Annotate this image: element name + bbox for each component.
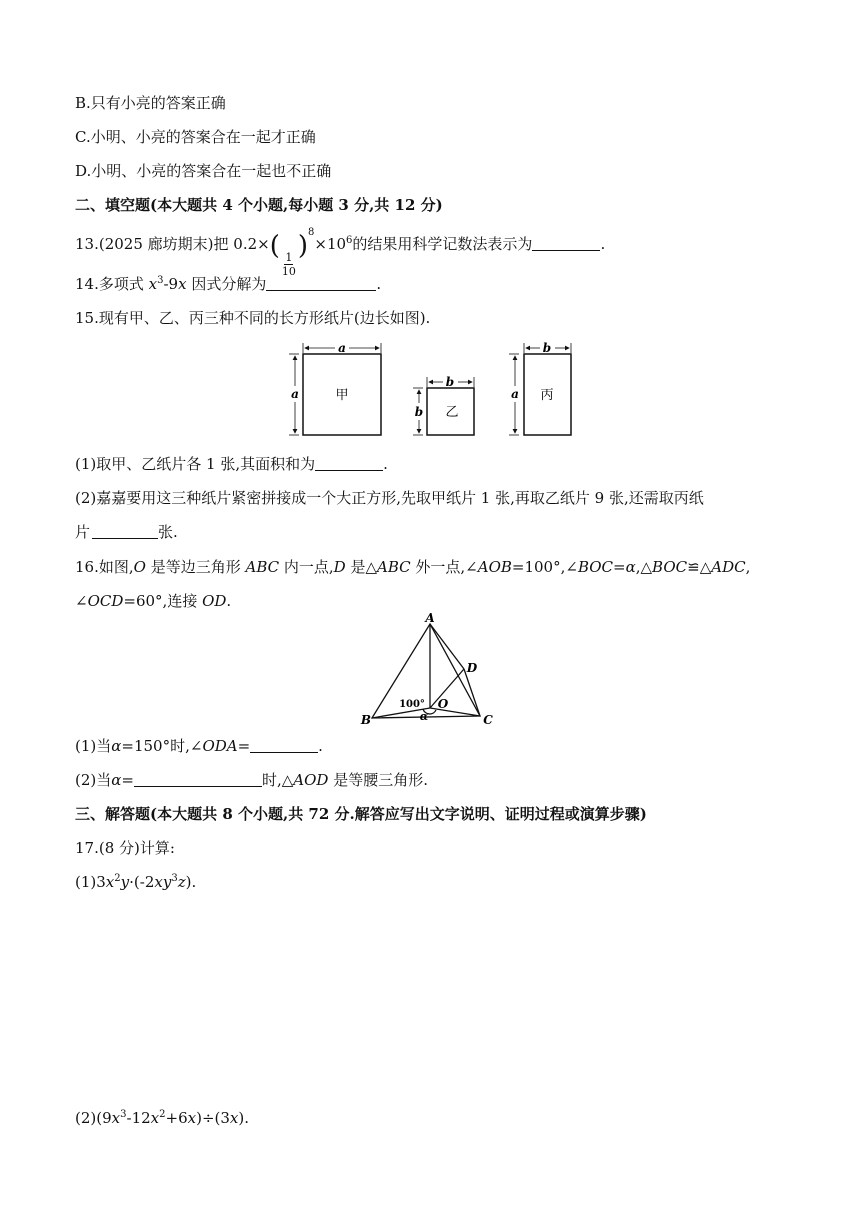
question-16-part-1 <box>75 736 323 756</box>
text-span: 3 <box>120 1109 127 1120</box>
angle-100-label: 100° <box>399 699 425 710</box>
q15-p1-text: (1)取甲、乙纸片各 1 张,其面积和为 <box>75 455 316 473</box>
text-span: BOC <box>652 558 688 576</box>
label-a: a <box>511 387 519 401</box>
text-span: x <box>150 1109 160 1127</box>
text-span: (1)3 <box>75 873 106 891</box>
label-jia: 甲 <box>335 388 349 403</box>
label-b: b <box>414 405 424 419</box>
answer-blank[interactable] <box>250 738 318 753</box>
point-d: D <box>466 661 478 675</box>
text-span: 2 <box>114 873 121 884</box>
text-span: ODA <box>202 737 238 755</box>
text-span: O <box>133 558 146 576</box>
answer-blank[interactable] <box>266 276 376 291</box>
answer-blank[interactable] <box>532 236 600 251</box>
text-span: 时,△ <box>261 771 294 789</box>
label-yi: 乙 <box>445 405 459 420</box>
question-15-part-2-cont <box>75 522 178 542</box>
question-16-part-2 <box>75 770 428 790</box>
question-15-stem: 15.现有甲、乙、丙三种不同的长方形纸片(边长如图). <box>75 309 431 327</box>
segment-dc <box>464 669 480 716</box>
text-span: ABC <box>377 558 411 576</box>
text-span: OD <box>202 592 227 610</box>
text-span: y <box>162 873 172 891</box>
text-span: =150°时,∠ <box>121 737 203 755</box>
point-c: C <box>483 713 493 727</box>
text-span: AOD <box>293 771 329 789</box>
text-span: x <box>111 1109 121 1127</box>
q15-p2b-text: 片 <box>75 523 91 541</box>
text-span: =60°,连接 <box>123 592 203 610</box>
text-span: ADC <box>711 558 746 576</box>
fraction-numerator: 1 <box>285 251 293 264</box>
question-17-part-2 <box>75 1108 249 1128</box>
text-span: 3 <box>171 873 178 884</box>
q14-end: . <box>376 275 382 293</box>
answer-blank[interactable] <box>92 524 158 539</box>
q15-p1-end: . <box>383 455 388 473</box>
text-span: 内一点, <box>279 558 334 576</box>
text-span: 是等腰三角形. <box>328 771 428 789</box>
q13-exponent: 8 <box>308 227 315 238</box>
exponent: 3 <box>157 275 164 286</box>
q15-p2b-end: 张. <box>158 523 178 541</box>
text-span: 外一点,∠ <box>410 558 478 576</box>
text-span: x <box>229 1109 239 1127</box>
angle-alpha-label: α <box>419 710 429 723</box>
label-b: b <box>445 375 455 389</box>
text-span: . <box>226 592 232 610</box>
segment-ad <box>430 624 464 669</box>
fraction-denominator: 10 <box>281 265 296 278</box>
text-span: AOB <box>477 558 512 576</box>
text-span: ABC <box>245 558 280 576</box>
text-span: (2)当 <box>75 771 112 789</box>
text-span: D <box>333 558 346 576</box>
text-span: =100°,∠ <box>511 558 578 576</box>
text-span: α <box>625 558 636 576</box>
text-span: 是△ <box>345 558 377 576</box>
text-span: x <box>187 1109 197 1127</box>
text-span: = <box>613 558 626 576</box>
option-d: D.小明、小亮的答案合在一起也不正确 <box>75 162 332 180</box>
question-16-line-2 <box>75 591 231 611</box>
var-x: x <box>178 275 187 293</box>
answer-blank[interactable] <box>134 772 262 787</box>
option-c: C.小明、小亮的答案合在一起才正确 <box>75 128 316 146</box>
question-17-part-1 <box>75 872 196 892</box>
label-a: a <box>338 341 346 355</box>
point-b: B <box>360 713 372 727</box>
triangle-figure <box>360 612 500 730</box>
question-17-stem: 17.(8 分)计算: <box>75 839 175 857</box>
q14-term: -9 <box>163 275 179 293</box>
label-a: a <box>291 387 299 401</box>
label-bing: 丙 <box>540 388 554 403</box>
text-span: ∠ <box>75 592 88 610</box>
q13-exponent-2: 6 <box>346 235 353 246</box>
text-span: 16.如图, <box>75 558 134 576</box>
section-2-heading: 二、填空题(本大题共 4 个小题,每小题 3 分,共 12 分) <box>75 196 443 214</box>
text-span: α <box>111 737 122 755</box>
text-span: , <box>745 558 751 576</box>
text-span: = <box>237 737 251 755</box>
text-span: ≌△ <box>687 558 712 576</box>
text-span: 2 <box>159 1109 166 1120</box>
question-15-part-1 <box>75 454 388 474</box>
option-b: B.只有小亮的答案正确 <box>75 94 226 112</box>
text-span: x <box>154 873 163 891</box>
q14-suffix: 因式分解为 <box>186 275 267 293</box>
text-span: . <box>318 737 323 755</box>
text-span: z <box>177 873 186 891</box>
text-span: α <box>111 771 122 789</box>
question-14 <box>75 274 381 294</box>
section-3-heading: 三、解答题(本大题共 8 个小题,共 72 分.解答应写出文字说明、证明过程或演算步骤) <box>75 805 647 823</box>
text-span: y <box>120 873 130 891</box>
text-span: x <box>105 873 115 891</box>
question-16-line-1 <box>75 557 750 577</box>
text-span: ·(-2 <box>129 873 155 891</box>
var-x: x <box>148 275 158 293</box>
answer-blank[interactable] <box>315 456 383 471</box>
text-span: ). <box>185 873 197 891</box>
q13-mid: ×10 <box>314 235 347 253</box>
text-span: )÷(3 <box>196 1109 230 1127</box>
point-a: A <box>425 612 435 625</box>
text-span: 是等边三角形 <box>145 558 246 576</box>
text-span: ,△ <box>635 558 653 576</box>
question-15-part-2: (2)嘉嘉要用这三种纸片紧密拼接成一个大正方形,先取甲纸片 1 张,再取乙纸片 9 张,还需取丙纸 <box>75 489 704 507</box>
text-span: = <box>121 771 134 789</box>
question-13 <box>75 227 606 278</box>
triangle-abc <box>372 624 480 718</box>
text-span: ). <box>238 1109 250 1127</box>
point-o: O <box>437 697 449 711</box>
text-span: (2)(9 <box>75 1109 112 1127</box>
text-span: OCD <box>87 592 124 610</box>
label-b: b <box>542 341 552 355</box>
q13-suffix: 的结果用科学记数法表示为 <box>352 235 533 253</box>
paper-pieces-figure <box>285 340 585 444</box>
text-span: +6 <box>165 1109 188 1127</box>
q14-prefix: 14.多项式 <box>75 275 149 293</box>
text-span: -12 <box>126 1109 151 1127</box>
left-paren: ( <box>269 231 280 261</box>
text-span: BOC <box>577 558 614 576</box>
q13-end: . <box>600 235 606 253</box>
q13-prefix: 13.(2025 廊坊期末)把 0.2× <box>75 235 270 253</box>
text-span: (1)当 <box>75 737 112 755</box>
right-paren: ) <box>297 231 309 261</box>
